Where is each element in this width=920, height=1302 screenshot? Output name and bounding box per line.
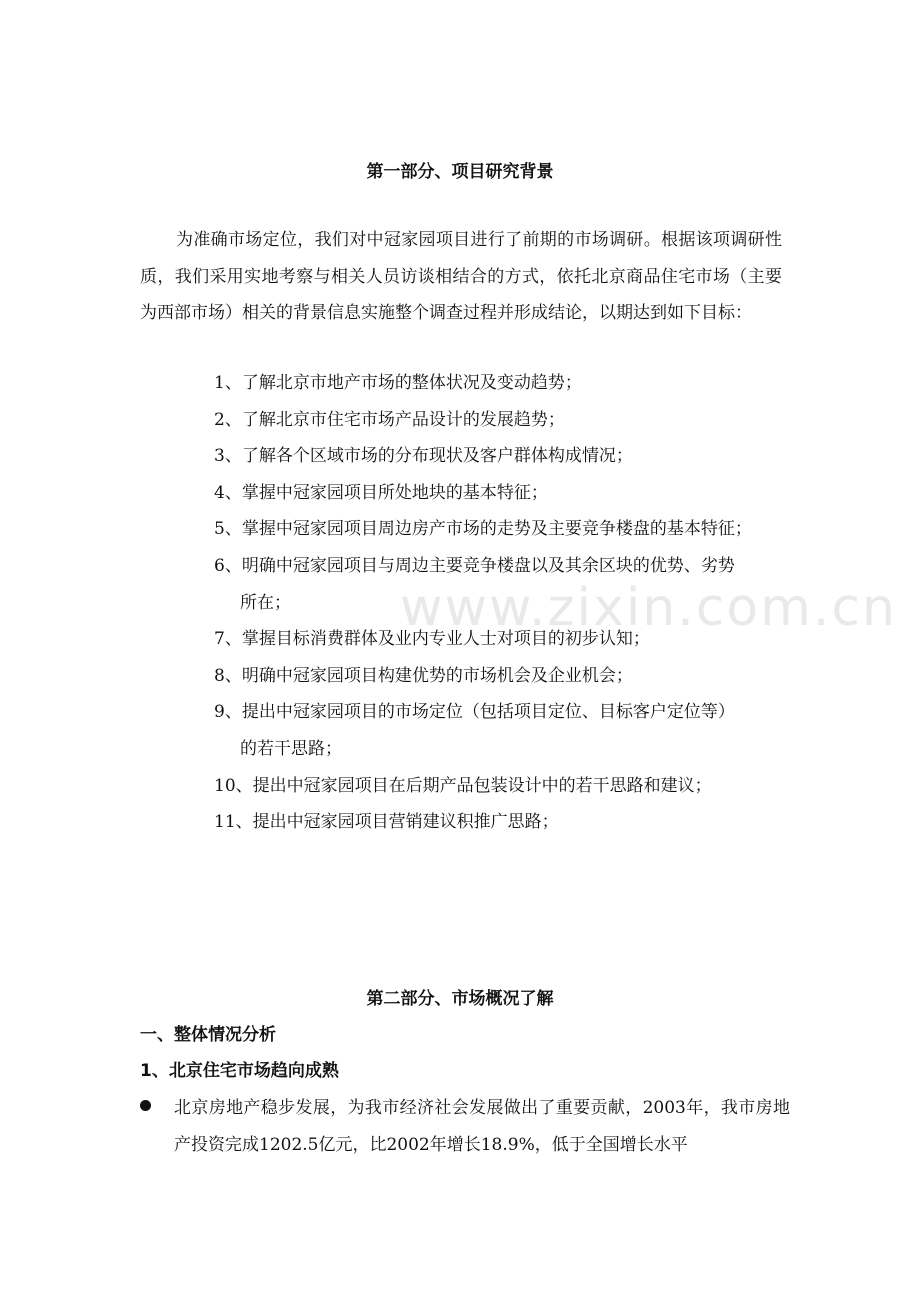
bullet-text: 北京房地产稳步发展，为我市经济社会发展做出了重要贡献，2003年，我市房地产投资完成1202.5亿元，比2002年增长18.9%，低于全国增长水平 — [174, 1098, 790, 1155]
intro-paragraph: 为准确市场定位，我们对中冠家园项目进行了前期的市场调研。根据该项调研性质，我们采用实地考察与相关人员访谈相结合的方式，依托北京商品住宅市场（主要为西部市场）相关的背景信息实施整个调查过程并形成结论，以期达到如下目标： — [140, 230, 782, 323]
goal-item: 5、掌握中冠家园项目周边房产市场的走势及主要竞争楼盘的基本特征； — [214, 519, 752, 540]
goal-item: 4、掌握中冠家园项目所处地块的基本特征； — [214, 482, 548, 503]
goal-item: 3、了解各个区域市场的分布现状及客户群体构成情况； — [214, 446, 633, 467]
part2-title: 第二部分、市场概况了解 — [366, 989, 554, 1009]
bullet-paragraph — [140, 1090, 790, 1163]
goal-item: 2、了解北京市住宅市场产品设计的发展趋势； — [214, 409, 565, 430]
goal-item: 6、明确中冠家园项目与周边主要竞争楼盘以及其余区块的优势、劣势 所在； — [214, 555, 735, 613]
watermark: www.zixin.com.cn — [400, 578, 897, 638]
goal-item: 11、提出中冠家园项目营销建议积推广思路； — [214, 812, 559, 833]
part1-title: 第一部分、项目研究背景 — [366, 162, 554, 182]
bullet-dot-icon — [140, 1100, 151, 1111]
goal-item: 9、提出中冠家园项目的市场定位（包括项目定位、目标客户定位等） 的若干思路； — [214, 702, 735, 759]
goal-item: 8、明确中冠家园项目构建优势的市场机会及企业机会； — [214, 665, 633, 686]
goal-item: 7、掌握目标消费群体及业内专业人士对项目的初步认知； — [214, 629, 650, 650]
section-heading: 一、整体情况分析 — [140, 1025, 276, 1045]
subsection-heading: 1、北京住宅市场趋向成熟 — [140, 1061, 339, 1081]
goal-item: 1、了解北京市地产市场的整体状况及变动趋势； — [214, 373, 582, 393]
goal-item: 10、提出中冠家园项目在后期产品包装设计中的若干思路和建议； — [214, 775, 712, 796]
